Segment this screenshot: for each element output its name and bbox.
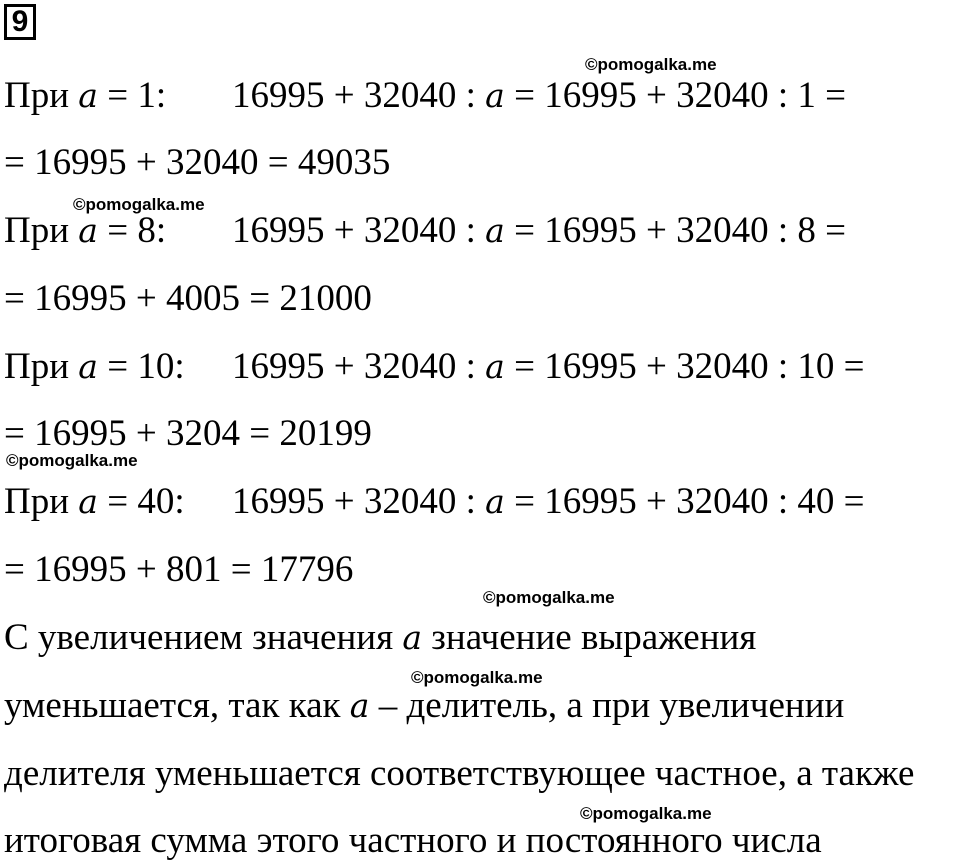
variable-a: a [78,211,98,250]
variable-a: a [349,686,370,725]
conclusion-line-3: делителя уменьшается соответствующее частное, а также [4,753,915,794]
watermark: ©pomogalka.me [6,451,138,470]
conclusion-line-2: уменьшается, так как a – делитель, а при увеличении [4,685,845,726]
case-label: При a = 40: [4,481,185,522]
variable-a: a [402,618,423,657]
case-3-result: = 16995 + 3204 = 20199 [4,413,372,454]
case-4-expression: При a = 40: 16995 + 32040 : a = 16995 + 32040 : 40 = [4,481,865,522]
case-2-expression: При a = 8: 16995 + 32040 : a = 16995 + 32040 : 8 = [4,210,846,251]
variable-a: a [78,482,98,521]
task-number: 9 [11,5,29,38]
case-label: При a = 8: [4,210,167,251]
case-1-expression: При a = 1: 16995 + 32040 : a = 16995 + 32040 : 1 = [4,75,846,116]
variable-a: a [485,76,505,115]
case-label: При a = 1: [4,75,167,116]
watermark: ©pomogalka.me [73,195,205,214]
variable-a: a [485,211,505,250]
case-3-expression: При a = 10: 16995 + 32040 : a = 16995 + 32040 : 10 = [4,346,865,387]
variable-a: a [485,347,505,386]
variable-a: a [78,76,98,115]
case-1-result: = 16995 + 32040 = 49035 [4,142,391,183]
conclusion-line-1: С увеличением значения a значение выражения [4,617,757,658]
watermark: ©pomogalka.me [580,804,712,823]
watermark: ©pomogalka.me [411,668,543,687]
case-label: При a = 10: [4,346,185,387]
watermark: ©pomogalka.me [585,55,717,74]
watermark: ©pomogalka.me [483,588,615,607]
conclusion-line-4: итоговая сумма этого частного и постоянного числа [4,820,822,861]
case-4-result: = 16995 + 801 = 17796 [4,549,354,590]
variable-a: a [485,482,505,521]
case-2-result: = 16995 + 4005 = 21000 [4,278,372,319]
task-number-box [4,4,36,40]
variable-a: a [78,347,98,386]
